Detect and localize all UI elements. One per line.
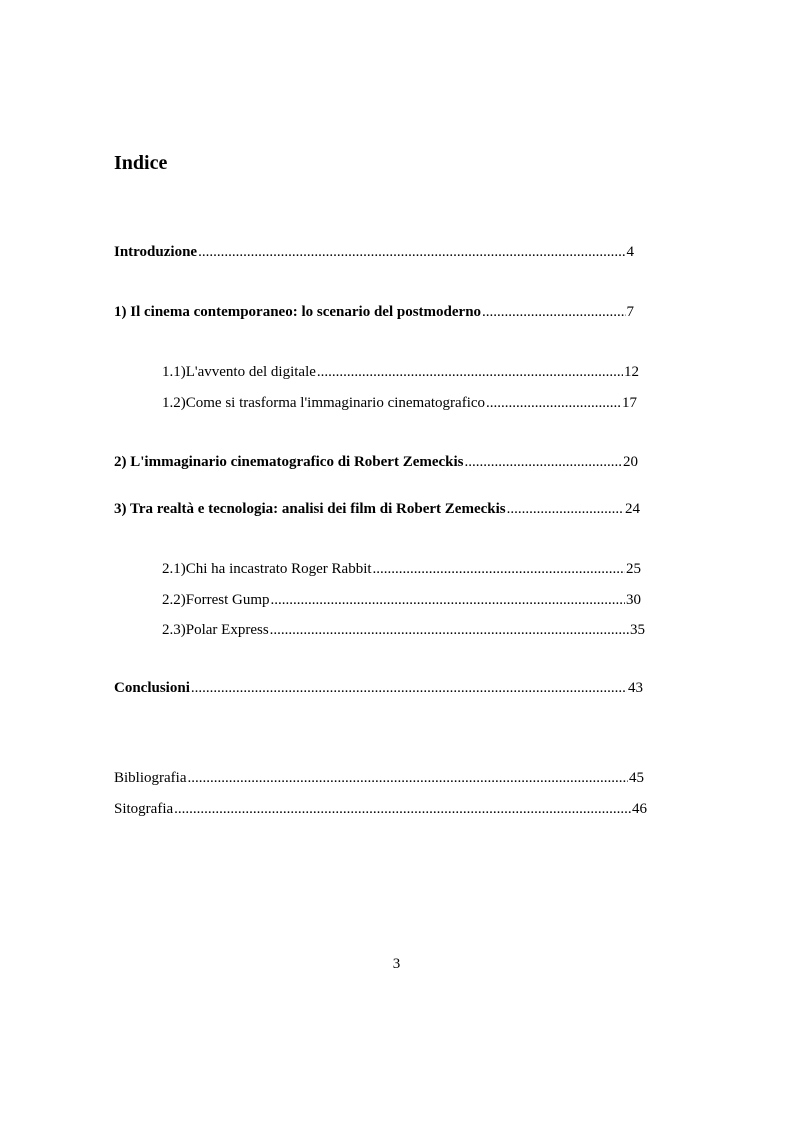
toc-page-number: 46 (632, 801, 647, 817)
toc-label: Chi ha incastrato Roger Rabbit (185, 561, 372, 577)
toc-page-number: 17 (622, 395, 637, 411)
toc-entry-2-1[interactable] (162, 559, 641, 579)
toc-entry-1-2[interactable] (162, 393, 637, 413)
toc-section-number: 2.1) (162, 561, 186, 577)
toc-leader-dots (465, 452, 622, 472)
toc-entry-1-1[interactable] (162, 362, 639, 382)
toc-label: L'avvento del digitale (185, 364, 316, 380)
toc-label: Introduzione (114, 244, 198, 260)
toc-label: 2) L'immaginario cinematografico di Robert Zemeckis (114, 454, 464, 470)
toc-section-number: 1.1) (162, 364, 186, 380)
toc-entry-2-3[interactable] (162, 620, 645, 640)
toc-page-number: 12 (624, 364, 639, 380)
toc-leader-dots (187, 768, 628, 788)
toc-leader-dots (373, 559, 625, 579)
toc-entry-sitografia[interactable] (114, 799, 647, 819)
toc-page-number: 24 (625, 501, 640, 517)
toc-page-number: 4 (626, 244, 634, 260)
toc-page-number: 45 (629, 770, 644, 786)
toc-entry-chapter-3[interactable] (114, 499, 640, 519)
toc-entry-chapter-1[interactable] (114, 302, 634, 322)
toc-leader-dots (486, 393, 621, 413)
toc-section-number: 2.3) (162, 622, 186, 638)
toc-page-number: 7 (626, 304, 634, 320)
toc-page-number: 20 (623, 454, 638, 470)
toc-leader-dots (191, 678, 627, 698)
toc-entry-introduzione[interactable] (114, 242, 634, 262)
toc-label: 1) Il cinema contemporaneo: lo scenario del postmoderno (114, 304, 482, 320)
toc-label: Bibliografia (114, 770, 187, 786)
toc-entry-2-2[interactable] (162, 590, 641, 610)
toc-leader-dots (174, 799, 631, 819)
toc-leader-dots (270, 620, 629, 640)
toc-page-number: 43 (628, 680, 643, 696)
toc-label: Sitografia (114, 801, 174, 817)
toc-leader-dots (198, 242, 625, 262)
toc-section-number: 2.2) (162, 592, 186, 608)
toc-page-number: 30 (626, 592, 641, 608)
toc-label: Come si trasforma l'immaginario cinematografico (185, 395, 486, 411)
toc-entry-conclusioni[interactable] (114, 678, 643, 698)
toc-label: 3) Tra realtà e tecnologia: analisi dei film di Robert Zemeckis (114, 501, 506, 517)
toc-entry-bibliografia[interactable] (114, 768, 644, 788)
page-number: 3 (392, 956, 401, 972)
toc-label: Conclusioni (114, 680, 190, 696)
page-title: Indice (114, 152, 168, 174)
toc-leader-dots (507, 499, 624, 519)
toc-label: Forrest Gump (185, 592, 270, 608)
toc-label: Polar Express (185, 622, 269, 638)
toc-leader-dots (317, 362, 623, 382)
toc-page-number: 25 (626, 561, 641, 577)
toc-entry-chapter-2[interactable] (114, 452, 638, 472)
toc-section-number: 1.2) (162, 395, 186, 411)
toc-page-number: 35 (630, 622, 645, 638)
toc-leader-dots (482, 302, 625, 322)
toc-leader-dots (271, 590, 626, 610)
